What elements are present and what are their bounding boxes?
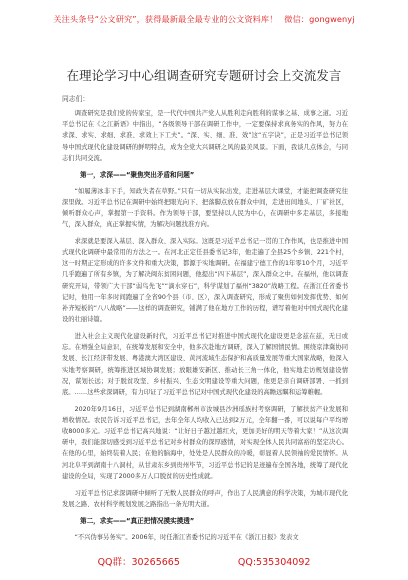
- section-heading-1: 第一，求深——“聚焦突出矛盾和问题”: [80, 170, 195, 179]
- qq-number: QQ:535304092: [237, 557, 311, 568]
- promo-banner: [0, 14, 408, 25]
- footer-contact: [0, 554, 408, 568]
- greeting: 同志们：: [62, 95, 90, 103]
- paragraph: “如履薄冰非下手，知政失者在草野。”只有一切从实际出发，走进基层大课堂，才能把调查研究往深里做。习近平总书记在调研中始终把眼光向下、把落脚点放在群众中间，走进田间地头、厂矿社区，倾听群众心声，掌握第一手资料。作为领导干部，要坚持以人民为中心，在调研中多走基层，多接地气，深入群众，真正掌握实情，为解决问题找准方向。: [62, 187, 348, 229]
- document-title: 在理论学习中心组调查研究专题研讨会上交流发言: [66, 68, 342, 83]
- paragraph-intro: 调查研究是我们党的传家宝，是一代代中国共产党人从胜利走向胜利的谋事之基、成事之道。习近平总书记在《之江新语》中指出，“各级领导干部在调研工作中，一定要保持求真务实的作风，努力在求深、求实、求细、求准、求效上下工夫”。“深、实、细、准、效”这“五字诀”，正是习近平总书记领导中国式现代化建设调研的鲜明特点，成为全党大兴调研之风的最美风景。下面，我谈几点体会，与同志们共同交流。: [62, 110, 348, 162]
- paragraph-closing: 习近平总书记求深调研中倾听了无数人民群众的呼声，作出了人民满意的科学决策，为城市现代化发展之路、农村科学规划发展之路指出一条光明大道。: [62, 489, 348, 508]
- paragraph: 求深就是要深入基层、深入群众、深入实际。这既是习近平总书记一贯的工作作风，也是推进中国式现代化调研中最常用的方法之一。在河北正定任县委书记3年，他走遍了全县25个乡镇、221个村，这一时期正定形成的许多文件和重大决策，都源于实地调研。在福建宁德工作的1年零10个月，习近平几乎跑遍了所有乡镇，为了解决闽东贫困问题，他提出“四下基层”，深入群众之中。在福州，他以调查研究开局，带领广大干部“弱鸟先飞”“滴水穿石”，科学谋划了福州“3820”战略工程。在浙江任省委书记时，他用一年多时间跑遍了全省90个县（市、区），深入调查研究，形成了聚焦如何发挥优势、如何补齐短板的“八八战略”——这样的调查研究，铺满了他在地方工作的历程，谱写着他对中国式现代化建设的壮丽诗篇。: [62, 237, 348, 324]
- paragraph: 进入社会主义现代化建设新时代，习近平总书记对推进中国式现代化建设更是念兹在兹，无日或忘。在增强全局意识，在统筹发展和安全中，他多次赴地方调研，深入了解国情民情。围绕京津冀协同发展、长江经济带发展、粤港澳大湾区建设、黄河流域生态保护和高质量发展等重大国家战略，他深入实地考察调研，统筹推进区域协调发展；放眼雄安新区、推动长三角一体化，他实地走访规划建设情况，谋划长远；对于脱贫攻坚、乡村振兴、生态文明建设等重大问题，他更是亲自调研部署、一抓到底。……这些求深调研，有力印证了习近平总书记对中国式现代化建设的高瞻远瞩和运筹帷幄。: [62, 332, 348, 396]
- qq-group: QQ群：30265665: [97, 557, 180, 568]
- wechat-label: 微信：: [284, 14, 310, 24]
- paragraph-quote: “不兴伪事另务实”。2006年，时任浙江省委书记的习近平在《浙江日报》发表文: [74, 533, 299, 541]
- promo-banner-text: 关注头条号“公文研究”，获得最新最全最专业的公文资料库！: [53, 14, 278, 24]
- wechat-id: gongwenyj: [309, 14, 355, 24]
- document-body: [62, 108, 348, 548]
- section-heading-2: 第二，求实——“真正把情况摸实摸透”: [80, 516, 195, 525]
- paragraph: 2020年9月16日，习近平总书记到湖南郴州市汝城县沙洲瑶族村考察调研，了解扶贫产业发展和增收情况。农民告诉习近平总书记，去年全年人均收入已达到2万元，全年翻一番，可以说每户平均增收8000多元。习近平总书记高兴地说：“让好日子越过越红火，更加美好的明天等着大家！”从这次调研中，我们能深切感受到习近平总书记对乡村群众的深厚感情，对实现全体人民共同富裕的坚定决心。在他的心里，始终装着人民；在他的脑海中，处处是人民群众的冷暖，彰显着人民领袖的爱民情怀。从河北阜平到湖南十八洞村，从甘肃东乡到贵州毕节，习近平总书记的足迹遍布全国各地，统筹了现代化建设的全局，实现了2000多万人口脱贫的历史性成就。: [62, 405, 348, 480]
